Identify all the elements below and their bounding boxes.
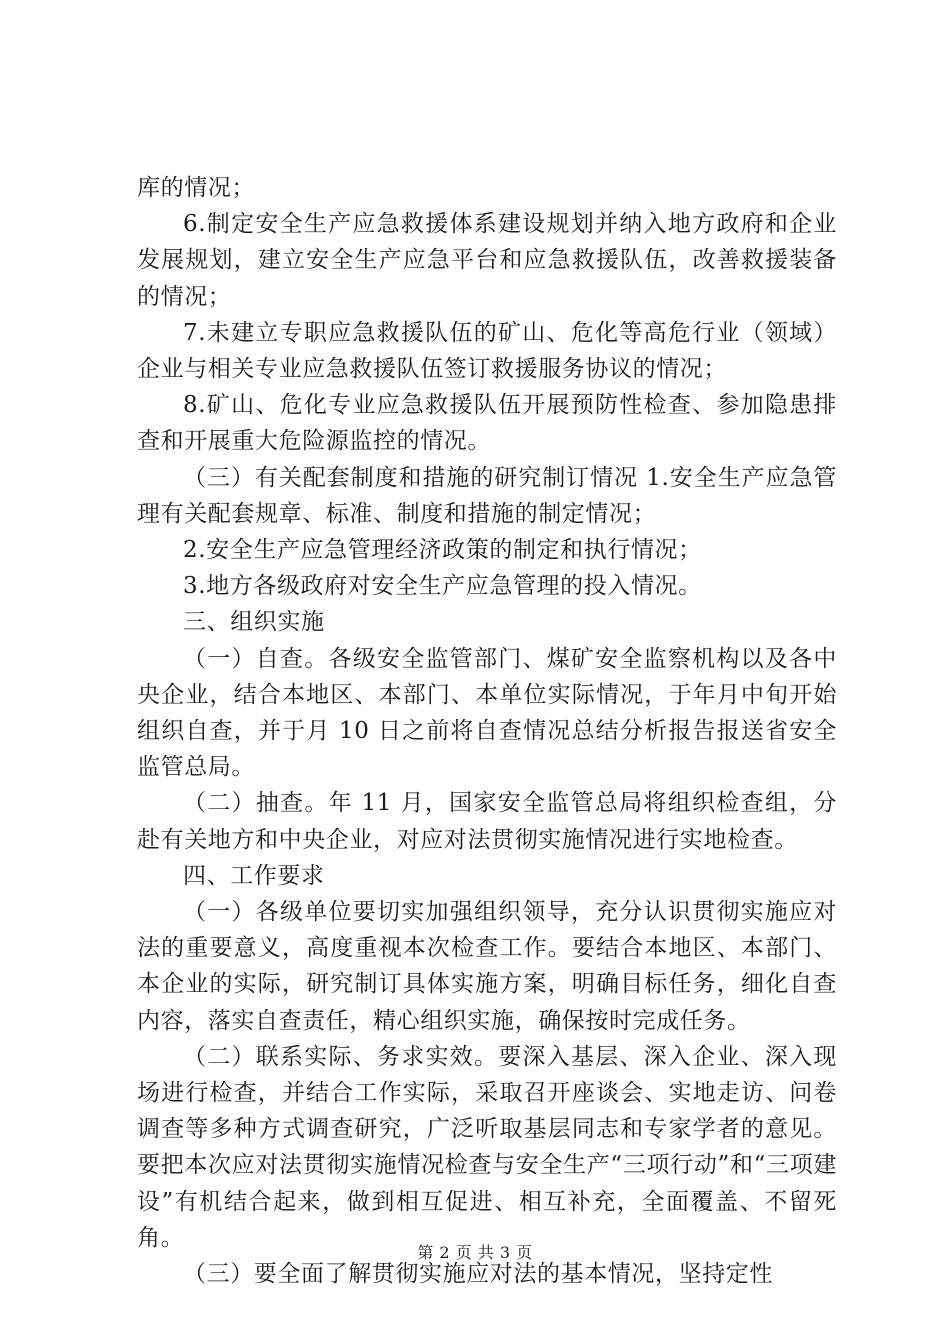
paragraph-requirement-3: （三）要全面了解贯彻实施应对法的基本情况，坚持定性 <box>183 1261 773 1288</box>
paragraph-requirement-2: （二）联系实际、务求实效。要深入基层、深入企业、深入现场进行检查，并结合工作实际，采取召开座谈会、实地走访、问卷调查等多种方式调查研究，广泛听取基层同志和专家学者的意见。要把本次应对法贯彻实施情况检查与安全生产“三项行动”和“三项建设”有机结合起来，做到相互促进、相互补充，全面覆盖、不留死角。 <box>137 1043 837 1251</box>
document-body <box>137 170 837 1292</box>
paragraph-spot-check: （二）抽查。年 11 月，国家安全监管总局将组织检查组，分赴有关地方和中央企业，对应对法贯彻实施情况进行实地检查。 <box>137 790 837 853</box>
page-number-footer: 第 2 页 共 3 页 <box>417 1243 533 1262</box>
heading-requirements: 四、工作要求 <box>183 862 325 889</box>
paragraph-item-7: 7.未建立专职应急救援队伍的矿山、危化等高危行业（领域）企业与相关专业应急救援队伍签订救援服务协议的情况； <box>137 319 837 383</box>
paragraph-self-check: （一）自查。各级安全监管部门、煤矿安全监察机构以及各中央企业，结合本地区、本部门、本单位实际情况，于年月中旬开始组织自查，并于月 10 日之前将自查情况总结分析报告报送省安全监管总局。 <box>137 645 837 781</box>
paragraph-item-2: 2.安全生产应急管理经济政策的制定和执行情况； <box>183 537 702 564</box>
heading-organize: 三、组织实施 <box>183 609 325 636</box>
paragraph-item-3: 3.地方各级政府对安全生产应急管理的投入情况。 <box>183 573 702 600</box>
paragraph-requirement-1: （一）各级单位要切实加强组织领导，充分认识贯彻实施应对法的重要意义，高度重视本次检查工作。要结合本地区、本部门、本企业的实际，研究制订具体实施方案，明确目标任务，细化自查内容，落实自查责任，精心组织实施，确保按时完成任务。 <box>137 899 837 1034</box>
paragraph-continuation: 库的情况； <box>137 175 255 201</box>
paragraph-item-6: 6.制定安全生产应急救援体系建设规划并纳入地方政府和企业发展规划，建立安全生产应急平台和应急救援队伍，改善救援装备的情况； <box>137 211 837 310</box>
paragraph-item-8: 8.矿山、危化专业应急救援队伍开展预防性检查、参加隐患排查和开展重大危险源监控的情况。 <box>137 392 837 455</box>
paragraph-section-3: （三）有关配套制度和措施的研究制订情况 1.安全生产应急管理有关配套规章、标准、制度和措施的制定情况； <box>137 464 837 527</box>
